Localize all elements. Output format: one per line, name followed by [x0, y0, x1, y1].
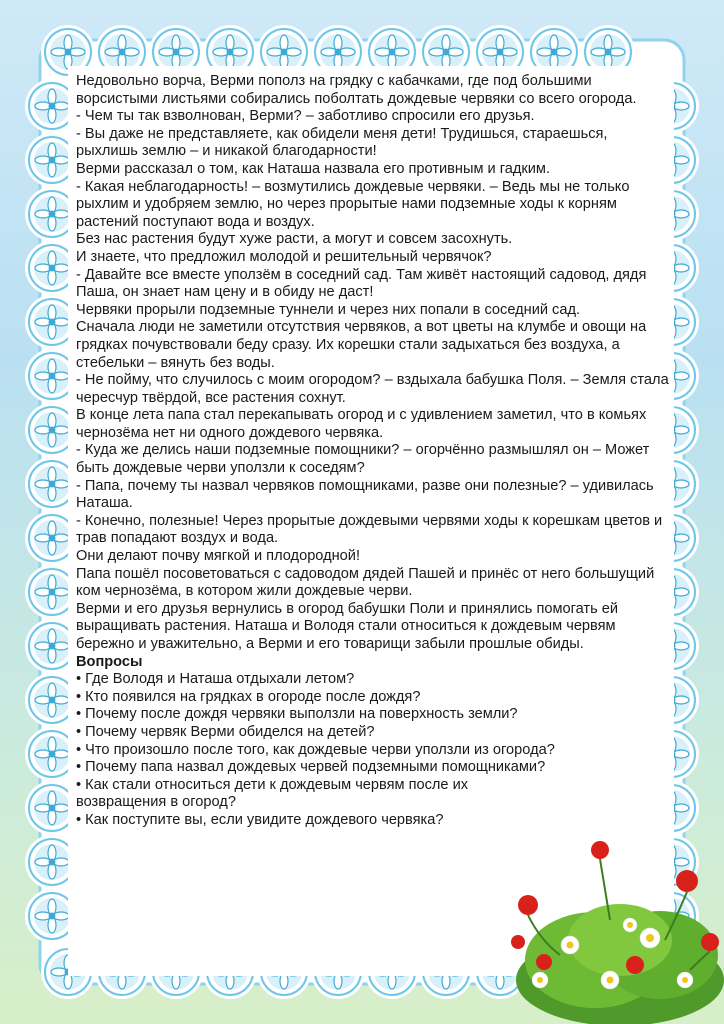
question-item: • Почему после дождя червяки выползли на поверхность земли?: [76, 706, 518, 723]
questions-list: [76, 671, 670, 829]
story-paragraph: Верми и его друзья вернулись в огород бабушки Поли и принялись помогать ей выращивать растения. Наташа и Володя стали относиться к дождевым червям бережно и уважительно, а Верми и его товарищи забыли прошлые обиды.: [76, 600, 619, 652]
story-paragraph: Они делают почву мягкой и плодородной!: [76, 548, 361, 565]
story-paragraph: - Чем ты так взволнован, Верми? – заботливо спросили его друзья.: [76, 108, 535, 125]
question-item: • Где Володя и Наташа отдыхали летом?: [76, 671, 355, 688]
story-paragraph: - Куда же делись наши подземные помощники? – огорчённо размышлял он – Может быть дождевые черви уползли к соседям?: [76, 442, 650, 477]
story-paragraph: - Какая неблагодарность! – возмутились дождевые червяки. – Ведь мы не только рыхлим и удобряем землю, но через прорытые нами подземные ходы к корням растений поступают вода и воздух.: [76, 178, 630, 230]
question-item: • Как поступите вы, если увидите дождевого червяка?: [76, 811, 444, 828]
story-paragraph: - Конечно, полезные! Через прорытые дождевыми червями ходы к корешкам цветов и трав попадают воздух и вода.: [76, 512, 663, 547]
question-item: • Кто появился на грядках в огороде после дождя?: [76, 688, 421, 705]
story-paragraph: Верми рассказал о том, как Наташа назвала его противным и гадким.: [76, 160, 551, 177]
questions-heading: Вопросы: [76, 653, 143, 670]
story-paragraph: Червяки прорыли подземные туннели и через них попали в соседний сад.: [76, 301, 581, 318]
story-paragraph: Без нас растения будут хуже расти, а могут и совсем засохнуть.: [76, 231, 513, 248]
story-paragraph: Недовольно ворча, Верми пополз на грядку с кабачками, где под большими ворсистыми листьями собирались поболтать дождевые червяки со всего огорода.: [76, 73, 637, 107]
questions-section: [76, 654, 670, 830]
question-item: • Почему папа назвал дождевых червей подземными помощниками?: [76, 759, 546, 776]
question-item: • Почему червяк Верми обиделся на детей?: [76, 723, 375, 740]
story-paragraph: - Не пойму, что случилось с моим огородом? – вздыхала бабушка Поля. – Земля стала чересчур твёрдой, все растения сохнут.: [76, 372, 669, 406]
flower-bush-illustration: [500, 830, 724, 1024]
question-item: • Что произошло после того, как дождевые черви уползли из огорода?: [76, 741, 555, 758]
story-paragraph: - Папа, почему ты назвал червяков помощниками, разве они полезные? – удивилась Наташа.: [76, 477, 654, 512]
story-paragraph: Папа пошёл посоветоваться с садоводом дядей Пашей и принёс от него большущий ком чернозёма, в котором жили дождевые черви.: [76, 565, 655, 600]
story-paragraph: В конце лета папа стал перекапывать огород и с удивлением заметил, что в комьях чернозёма нет ни одного дождевого червяка.: [76, 407, 647, 441]
story-paragraph: - Вы даже не представляете, как обидели меня дети! Трудишься, стараешься, рыхлишь землю – и никакой благодарности!: [76, 125, 608, 160]
story-paragraph: - Давайте все вместе уползём в соседний сад. Там живёт настоящий садовод, дядя Паша, он знает нам цену и в обиду не даст!: [76, 266, 647, 301]
question-item: • Как стали относиться дети к дождевым червям после их возвращения в огород?: [76, 776, 469, 811]
story-paragraph: И знаете, что предложил молодой и решительный червячок?: [76, 248, 492, 265]
story-body: [76, 73, 670, 654]
story-paragraph: Сначала люди не заметили отсутствия червяков, а вот цветы на клумбе и овощи на грядках почувствовали беду сразу. Их корешки стали задыхаться без воздуха, а стебельки – вянуть без воды.: [76, 319, 647, 371]
